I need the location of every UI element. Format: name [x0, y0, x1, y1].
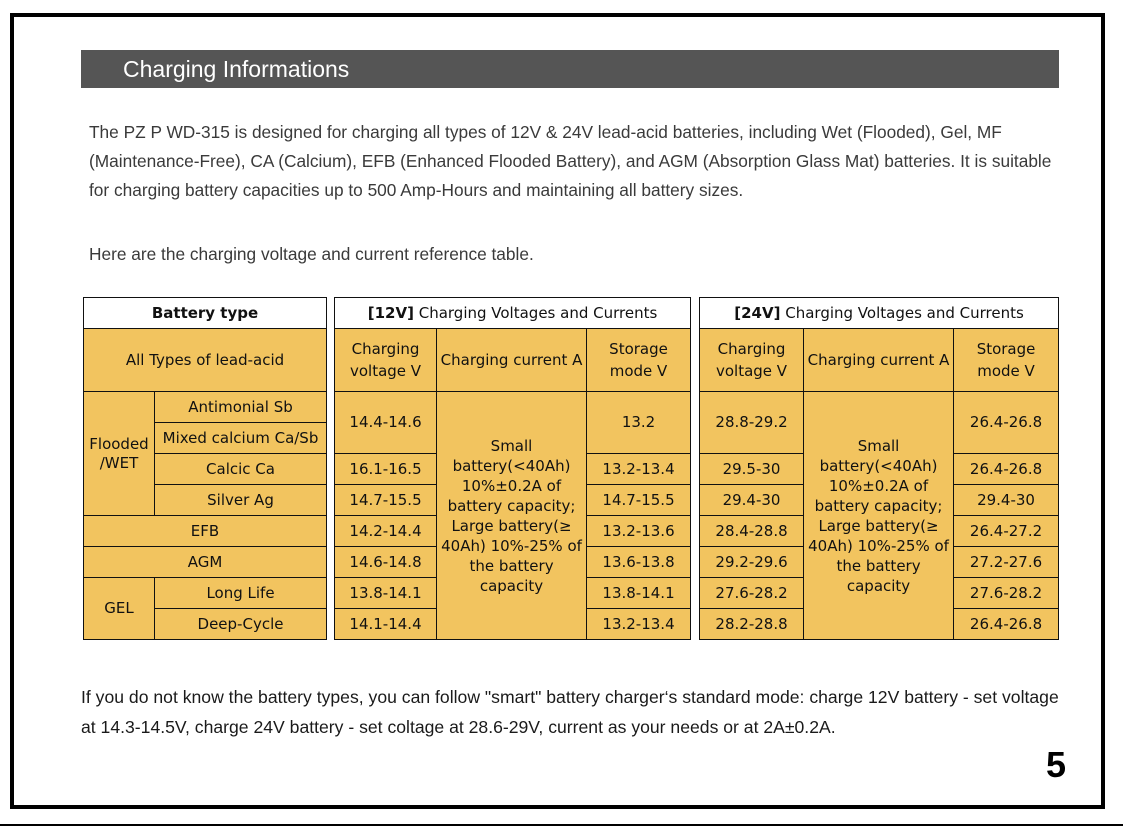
table-subheader-row [84, 329, 1059, 392]
storage-12v-cell: 13.2 [587, 392, 691, 454]
voltage-12v-cell: 13.8-14.1 [335, 578, 437, 609]
voltage-12v-cell: 14.1-14.4 [335, 609, 437, 640]
battery-type-cell: Mixed calcium Ca/Sb [155, 423, 327, 454]
current-24v-header: Charging current A [804, 329, 954, 392]
voltage-24v-cell: 28.8-29.2 [700, 392, 804, 454]
battery-type-cell: Long Life [155, 578, 327, 609]
section-title: Charging Informations [81, 50, 1059, 88]
table-header-row [84, 298, 1059, 329]
voltage-12v-cell: 14.4-14.6 [335, 392, 437, 454]
battery-type-cell: AGM [84, 547, 327, 578]
table-row [84, 392, 1059, 423]
voltage-12v-cell: 16.1-16.5 [335, 454, 437, 485]
storage-12v-header: Storage mode V [587, 329, 691, 392]
storage-24v-header: Storage mode V [954, 329, 1059, 392]
battery-type-cell: EFB [84, 516, 327, 547]
battery-type-cell: Calcic Ca [155, 454, 327, 485]
voltage-12v-cell: 14.6-14.8 [335, 547, 437, 578]
storage-24v-cell: 27.2-27.6 [954, 547, 1059, 578]
storage-24v-cell: 26.4-26.8 [954, 454, 1059, 485]
intro-paragraph: The PZ P WD-315 is designed for charging all types of 12V & 24V lead-acid batteries, including Wet (Flooded), Gel, MF (Maintenance-Free), CA (Calcium), EFB (Enhanced Flooded Battery), and AGM (Absorption Glass Mat) batteries. It is suitable for charging battery capacities up to 500 Amp-Hours and maintaining all battery sizes. [89, 122, 1052, 200]
battery-type-cell: Silver Ag [155, 485, 327, 516]
voltage-12v-header: Charging voltage V [335, 329, 437, 392]
battery-type-cell: Deep-Cycle [155, 609, 327, 640]
storage-12v-cell: 13.2-13.6 [587, 516, 691, 547]
flooded-group-label: Flooded /WET [84, 392, 155, 516]
voltage-12v-cell: 14.7-15.5 [335, 485, 437, 516]
storage-12v-cell: 14.7-15.5 [587, 485, 691, 516]
storage-24v-cell: 29.4-30 [954, 485, 1059, 516]
column-divider-left [327, 298, 335, 640]
current-12v-header: Charging current A [437, 329, 587, 392]
voltage-24v-cell: 29.5-30 [700, 454, 804, 485]
header-24v: [24V] Charging Voltages and Currents [700, 298, 1059, 329]
footer-note: If you do not know the battery types, you can follow "smart" battery charger‘s standard mode: charge 12V battery - set voltage at 14.3-14.5V, charge 24V battery - set coltage at 28.6-29V, current as your needs or at 2A±0.2A. [81, 687, 1059, 737]
voltage-12v-cell: 14.2-14.4 [335, 516, 437, 547]
page-number: 5 [1046, 744, 1067, 785]
current-12v-note: Small battery(<40Ah) 10%±0.2A of battery capacity; Large battery(≥ 40Ah) 10%-25% of the battery capacity [437, 392, 587, 640]
header-12v: [12V] Charging Voltages and Currents [335, 298, 691, 329]
column-divider-right [691, 298, 700, 640]
battery-type-header: Battery type [84, 298, 327, 329]
storage-24v-cell: 26.4-26.8 [954, 609, 1059, 640]
voltage-24v-cell: 29.4-30 [700, 485, 804, 516]
storage-12v-cell: 13.2-13.4 [587, 609, 691, 640]
current-24v-note: Small battery(<40Ah) 10%±0.2A of battery capacity; Large battery(≥ 40Ah) 10%-25% of the battery capacity [804, 392, 954, 640]
storage-12v-cell: 13.8-14.1 [587, 578, 691, 609]
all-types-cell: All Types of lead-acid [84, 329, 327, 392]
voltage-24v-cell: 29.2-29.6 [700, 547, 804, 578]
storage-24v-cell: 26.4-26.8 [954, 392, 1059, 454]
storage-24v-cell: 27.6-28.2 [954, 578, 1059, 609]
voltage-24v-cell: 28.4-28.8 [700, 516, 804, 547]
battery-type-cell: Antimonial Sb [155, 392, 327, 423]
gel-group-label: GEL [84, 578, 155, 640]
voltage-24v-cell: 28.2-28.8 [700, 609, 804, 640]
voltage-24v-cell: 27.6-28.2 [700, 578, 804, 609]
storage-24v-cell: 26.4-27.2 [954, 516, 1059, 547]
storage-12v-cell: 13.2-13.4 [587, 454, 691, 485]
table-lead-text: Here are the charging voltage and current reference table. [89, 244, 534, 264]
bottom-rule [0, 824, 1123, 826]
voltage-24v-header: Charging voltage V [700, 329, 804, 392]
charging-reference-table [83, 297, 1059, 640]
storage-12v-cell: 13.6-13.8 [587, 547, 691, 578]
